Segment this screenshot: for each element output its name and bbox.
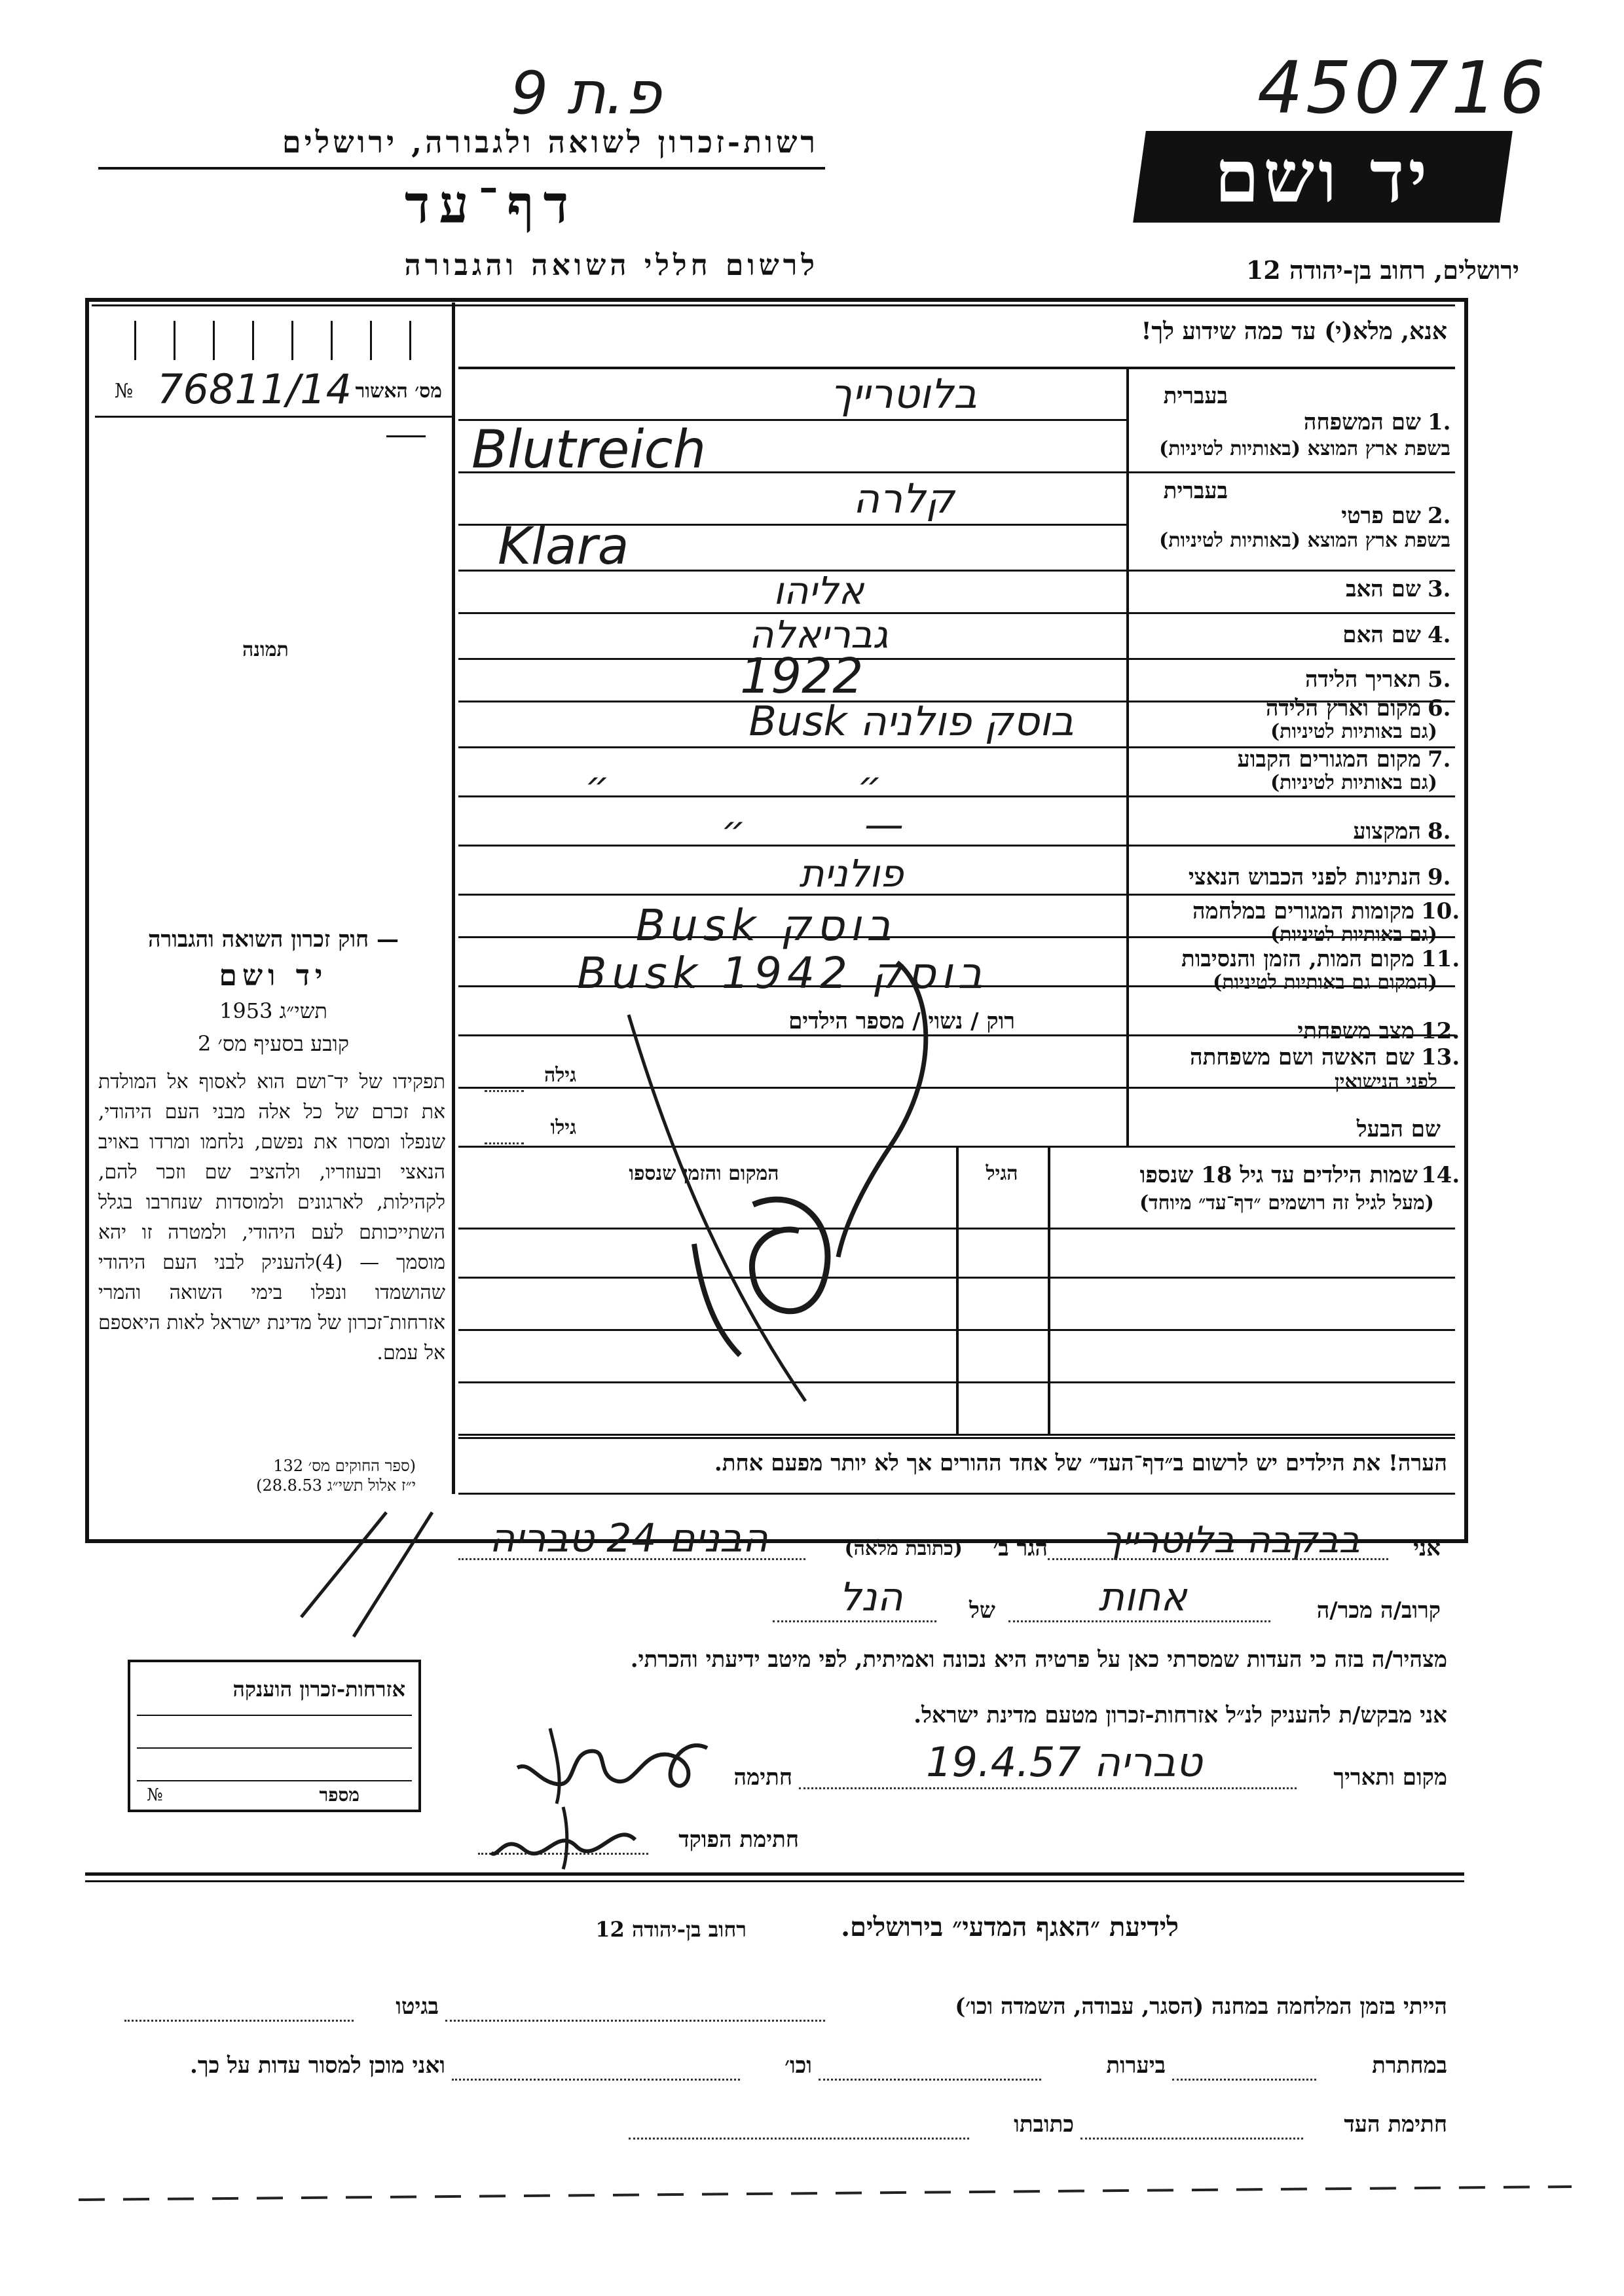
field-2-label: שם פרטי bbox=[1341, 503, 1421, 529]
field-4-num: 4. bbox=[1428, 622, 1451, 648]
field-2-sub: בשפת ארץ המוצא (באותיות לטיניות) bbox=[1159, 529, 1450, 552]
law-text: תפקידו של יד־ושם הוא לאסוף אל המולדת את זכרם של כל אלה מבני העם היהודי, שנפלו ומסרו את נפשם, נלחמו ומרדו באויב הנאצי ובעוזריו, ולהציב שם וזכר להם, לקהילות, לארגונים ולמוסדות שנחרבו בגלל השתייכותם לעם היהודי, ולמטרה זו יהא מוסמך — (4)להעניק לבני העם היהודי שהושמדו ונפלו בימי השואה והמרי אזרחות־זכרון של מדינת ישראל לאות היאספם אל עמם. bbox=[98, 1070, 445, 1364]
form-title: דף־עד bbox=[404, 173, 578, 235]
footer-line2-b: ביערות bbox=[1106, 2052, 1166, 2079]
diagonal-signature-mark bbox=[589, 949, 956, 1421]
law-ref-date: י״ז אלול תשי״ג 28.8.53) bbox=[256, 1476, 416, 1495]
approval-box bbox=[95, 314, 445, 412]
field-10-sub: (גם באותיות לטיניות) bbox=[1270, 923, 1437, 946]
footer-line1-a: הייתי בזמן המלחמה במחנה (הסגר, עבודה, השמדה וכו׳) bbox=[955, 1994, 1447, 2020]
authority-title: רשות-זכרון לשואה ולגבורה, ירושלים bbox=[282, 124, 819, 160]
field-6-label: מקום וארץ הלידה bbox=[1265, 695, 1421, 721]
signature-label: חתימה bbox=[733, 1764, 792, 1791]
field-6-value: בוסק פולניה Busk bbox=[748, 697, 1074, 745]
of-value: הנל bbox=[839, 1575, 903, 1620]
law-name: יד ושם bbox=[219, 959, 328, 993]
field-11-sub: (המקום גם באותיות לטיניות) bbox=[1213, 971, 1437, 994]
declarant-address: הבנים 24 טבריה bbox=[489, 1516, 768, 1561]
field-8-label: המקצוע bbox=[1353, 818, 1421, 845]
form-subtitle: לרשום חללי השואה והגבורה bbox=[404, 249, 819, 282]
margin-strokes bbox=[275, 1506, 445, 1650]
citizenship-box bbox=[128, 1660, 421, 1812]
field-1-value-latin: Blutreich bbox=[471, 419, 707, 480]
citizenship-number-label: מספר bbox=[319, 1784, 360, 1806]
field-7-value: ״ ״ ״ bbox=[585, 763, 1000, 852]
law-title: — חוק זכרון השואה והגבורה bbox=[147, 926, 399, 953]
field-9-value: פולנית bbox=[799, 851, 904, 896]
field-1-label: שם המשפחה bbox=[1303, 409, 1421, 435]
yad-vashem-logo bbox=[1133, 131, 1513, 223]
field-2-value-hebrew: קלרה bbox=[853, 475, 955, 522]
of-label: של bbox=[969, 1597, 995, 1624]
field-1-num: 1. bbox=[1428, 409, 1451, 435]
instruction: אנא, מלא(י) עד כמה שידוע לך! bbox=[1141, 318, 1447, 345]
field-6-num: 6. bbox=[1428, 695, 1451, 721]
field-2-value-latin: Klara bbox=[498, 517, 629, 576]
logo-text: יד ושם bbox=[1214, 134, 1431, 219]
husband-age-label: גילו bbox=[550, 1116, 576, 1139]
declarant-address-label: (כתובת מלאה) bbox=[844, 1537, 963, 1560]
field-7-sub: (גם באותיות לטיניות) bbox=[1270, 771, 1437, 794]
footer-line2-d: ואני מוכן למסור עדות על כך. bbox=[190, 2052, 445, 2079]
relation-label: קרוב/ה מכר/ה bbox=[1316, 1597, 1441, 1624]
photo-label: תמונה bbox=[242, 638, 289, 661]
law-clause: קובע בסעיף מס׳ 2 bbox=[198, 1031, 349, 1056]
footer-line2-c: וכו׳ bbox=[784, 2052, 812, 2079]
field-10-label: מקומות המגורים במלחמה bbox=[1192, 898, 1414, 924]
declarant-mid: הגר ב׳ bbox=[993, 1535, 1048, 1561]
field-10-value: בוסק Busk bbox=[635, 900, 897, 951]
approval-label: מס׳ האשור bbox=[355, 380, 442, 403]
field-13-label: שם האשה ושם משפחתה bbox=[1190, 1044, 1414, 1070]
footer-line3-b: כתובתו bbox=[1014, 2111, 1074, 2138]
field-13-age-label: גילה bbox=[544, 1064, 576, 1087]
official-signature-label: חתימת הפוקד bbox=[678, 1827, 799, 1853]
field-7-label: מקום המגורים הקבוע bbox=[1237, 746, 1421, 773]
field-1-sub: בשפת ארץ המוצא (באותיות לטיניות) bbox=[1159, 437, 1450, 460]
relation-value: אחות bbox=[1098, 1575, 1187, 1620]
field-4-label: שם האם bbox=[1342, 622, 1421, 648]
husband-label: שם הבעל bbox=[1356, 1116, 1441, 1142]
place-date-label: מקום ותאריך bbox=[1333, 1764, 1447, 1791]
field-5-value: 1922 bbox=[740, 648, 864, 704]
header-address: ירושלים, רחוב בן-יהודה 12 bbox=[1246, 255, 1519, 285]
field-11-value: בוסק 1942 Busk bbox=[577, 948, 988, 998]
field-3-value: אליהו bbox=[773, 568, 864, 613]
field-11-label: מקום המות, הזמן והנסיבות bbox=[1181, 946, 1414, 972]
number-sign: № bbox=[115, 380, 134, 403]
footer-address: רחוב בן-יהודה 12 bbox=[595, 1917, 747, 1942]
top-handwritten-note: פ.ת 9 bbox=[511, 59, 661, 128]
children-col-place: המקום והזמן שנספו bbox=[629, 1162, 779, 1185]
field-7-num: 7. bbox=[1428, 746, 1451, 773]
archive-number: 450716 bbox=[1257, 46, 1548, 130]
declarant-name: בבקבה בלוטרייך bbox=[1102, 1519, 1360, 1561]
field-2-num: 2. bbox=[1428, 503, 1451, 529]
field-12-label: מצב משפחתי bbox=[1297, 1018, 1414, 1044]
field-13-num: 13. bbox=[1421, 1044, 1460, 1070]
request-text: אני מבקש/ת להעניק לנ״ל אזרחות-זכרון מטעם מדינת ישראל. bbox=[913, 1702, 1447, 1728]
footer-line1-b: בגיטו bbox=[396, 1994, 439, 2020]
footer-title: לידיעת ״האגף המדעי״ בירושלים. bbox=[841, 1912, 1179, 1942]
field-10-num: 10. bbox=[1421, 898, 1460, 924]
approval-number: 76811/14 bbox=[157, 365, 352, 413]
field-9-num: 9. bbox=[1428, 864, 1451, 890]
field-5-num: 5. bbox=[1428, 666, 1451, 693]
footer-line3-a: חתימת העד bbox=[1344, 2111, 1447, 2138]
field-11-num: 11. bbox=[1421, 946, 1460, 972]
children-title: שמות הילדים עד גיל 18 שנספו bbox=[1139, 1162, 1418, 1188]
field-9-label: הנתינות לפני הכבוש הנאצי bbox=[1188, 864, 1421, 890]
declaration-text: מצהיר/ה בזה כי העדות שמסרתי כאן על פרטיה היא נכונה ואמיתית, לפי מיטב ידיעתי והכרתי. bbox=[630, 1647, 1447, 1673]
field-6-sub: (גם באותיות לטיניות) bbox=[1270, 720, 1437, 743]
field-1-hebrew-tag: בעברית bbox=[1163, 383, 1228, 409]
bottom-cut-line bbox=[79, 2174, 1572, 2213]
place-date-value: טבריה 19.4.57 bbox=[926, 1738, 1202, 1786]
law-year: תשי״ג 1953 bbox=[219, 998, 327, 1023]
remark: הערה! את הילדים יש לרשום ב״דף־העד״ של אחד ההורים אך לא יותר מפעם אחת. bbox=[714, 1450, 1447, 1476]
citizenship-number-sign: № bbox=[147, 1785, 163, 1805]
field-12-value: רוק / נשוי / מספר הילדים bbox=[788, 1008, 1015, 1034]
children-sub: (מעל לגיל זה רושמים ״דף־עד״ מיוחד) bbox=[1139, 1192, 1434, 1214]
field-8-num: 8. bbox=[1428, 818, 1451, 845]
field-13-sub: לפני הנישואין bbox=[1335, 1070, 1437, 1093]
law-ref: (ספר החוקים מס׳ 132 bbox=[273, 1457, 416, 1475]
footer-line2-a: במחתרת bbox=[1372, 2052, 1447, 2079]
field-12-num: 12. bbox=[1421, 1018, 1460, 1044]
official-signature bbox=[485, 1794, 648, 1872]
field-2-hebrew-tag: בעברית bbox=[1163, 478, 1228, 504]
field-3-label: שם האב bbox=[1346, 576, 1421, 602]
children-num: 14. bbox=[1421, 1162, 1460, 1188]
field-1-value-hebrew: בלוטרייך bbox=[830, 370, 978, 418]
field-5-label: תאריך הלידה bbox=[1304, 666, 1421, 693]
field-8-value: — bbox=[864, 802, 904, 848]
citizenship-title: אזרחות-זכרון הוענקה bbox=[232, 1677, 405, 1702]
declarant-prefix: אני bbox=[1413, 1535, 1441, 1561]
field-4-value: גבריאלה bbox=[748, 612, 889, 657]
field-3-num: 3. bbox=[1428, 576, 1451, 602]
children-col-age: הגיל bbox=[986, 1162, 1018, 1185]
